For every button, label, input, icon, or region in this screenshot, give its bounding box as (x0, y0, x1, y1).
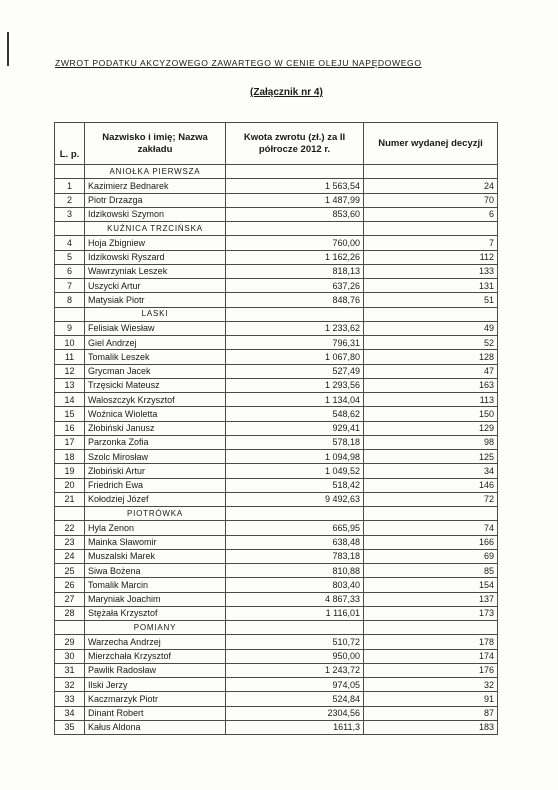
table-row (55, 678, 498, 692)
decision-cell: 125 (364, 450, 498, 464)
amount-cell: 783,18 (226, 549, 364, 563)
decision-cell: 133 (364, 264, 498, 278)
decision-cell: 69 (364, 549, 498, 563)
table-row (55, 464, 498, 478)
decision-cell: 24 (364, 179, 498, 193)
decision-cell: 34 (364, 464, 498, 478)
decision-cell: 52 (364, 336, 498, 350)
name-cell: Friedrich Ewa (85, 478, 226, 492)
decision-cell: 163 (364, 378, 498, 392)
decision-cell: 178 (364, 635, 498, 649)
decision-cell: 51 (364, 293, 498, 307)
name-cell: Idzikowski Ryszard (85, 250, 226, 264)
amount-cell: 1 094,98 (226, 450, 364, 464)
amount-cell: 578,18 (226, 435, 364, 449)
name-cell: Piotr Drzazga (85, 193, 226, 207)
lp-cell: 12 (55, 364, 85, 378)
group-name: LASKI (85, 307, 226, 321)
decision-cell: 137 (364, 592, 498, 606)
group-amount-cell (226, 165, 364, 179)
group-name: PIOTRÓWKA (85, 507, 226, 521)
name-cell: Hyla Zenon (85, 521, 226, 535)
table-body (55, 165, 498, 735)
group-lp-cell (55, 222, 85, 236)
group-lp-cell (55, 307, 85, 321)
group-decision-cell (364, 222, 498, 236)
amount-cell: 818,13 (226, 264, 364, 278)
amount-cell: 1 293,56 (226, 378, 364, 392)
amount-cell: 1 049,52 (226, 464, 364, 478)
table-row (55, 535, 498, 549)
table-row (55, 207, 498, 221)
amount-cell: 638,48 (226, 535, 364, 549)
amount-cell: 510,72 (226, 635, 364, 649)
amount-cell: 1 067,80 (226, 350, 364, 364)
amount-cell: 950,00 (226, 649, 364, 663)
decision-cell: 174 (364, 649, 498, 663)
table-row (55, 578, 498, 592)
lp-cell: 31 (55, 663, 85, 677)
decision-cell: 154 (364, 578, 498, 592)
table-row (55, 435, 498, 449)
decision-cell: 183 (364, 720, 498, 734)
name-cell: Szolc Mirosław (85, 450, 226, 464)
decision-cell: 146 (364, 478, 498, 492)
lp-cell: 19 (55, 464, 85, 478)
amount-cell: 929,41 (226, 421, 364, 435)
table-row (55, 450, 498, 464)
amount-cell: 974,05 (226, 678, 364, 692)
table-row (55, 236, 498, 250)
decision-cell: 85 (364, 564, 498, 578)
name-cell: Dinant Robert (85, 706, 226, 720)
name-cell: Tomalik Marcin (85, 578, 226, 592)
group-decision-cell (364, 507, 498, 521)
name-cell: Giel Andrzej (85, 336, 226, 350)
amount-cell: 1 487,99 (226, 193, 364, 207)
group-name: KUŹNICA TRZCIŃSKA (85, 222, 226, 236)
lp-cell: 30 (55, 649, 85, 663)
table-row (55, 250, 498, 264)
table-row (55, 393, 498, 407)
header-decision: Numer wydanej decyzji (364, 123, 498, 165)
table-row (55, 279, 498, 293)
lp-cell: 5 (55, 250, 85, 264)
decision-cell: 128 (364, 350, 498, 364)
decision-cell: 7 (364, 236, 498, 250)
lp-cell: 35 (55, 720, 85, 734)
lp-cell: 27 (55, 592, 85, 606)
group-row (55, 222, 498, 236)
name-cell: Warzecha Andrzej (85, 635, 226, 649)
lp-cell: 20 (55, 478, 85, 492)
table-row (55, 649, 498, 663)
table-row (55, 293, 498, 307)
decision-cell: 47 (364, 364, 498, 378)
amount-cell: 848,76 (226, 293, 364, 307)
lp-cell: 8 (55, 293, 85, 307)
name-cell: Kazimierz Bednarek (85, 179, 226, 193)
decision-cell: 72 (364, 492, 498, 506)
table-row (55, 592, 498, 606)
decision-cell: 98 (364, 435, 498, 449)
group-lp-cell (55, 165, 85, 179)
amount-cell: 1 116,01 (226, 606, 364, 620)
lp-cell: 28 (55, 606, 85, 620)
name-cell: Felisiak Wiesław (85, 321, 226, 335)
lp-cell: 22 (55, 521, 85, 535)
amount-cell: 637,26 (226, 279, 364, 293)
amount-cell: 1 233,62 (226, 321, 364, 335)
lp-cell: 24 (55, 549, 85, 563)
document-subtitle: (Załącznik nr 4) (250, 87, 323, 98)
lp-cell: 16 (55, 421, 85, 435)
lp-cell: 33 (55, 692, 85, 706)
table-row (55, 407, 498, 421)
amount-cell: 524,84 (226, 692, 364, 706)
amount-cell: 810,88 (226, 564, 364, 578)
amount-cell: 1 134,04 (226, 393, 364, 407)
decision-cell: 91 (364, 692, 498, 706)
table-row (55, 521, 498, 535)
amount-cell: 9 492,63 (226, 492, 364, 506)
name-cell: Wawrzyniak Leszek (85, 264, 226, 278)
table-row (55, 364, 498, 378)
lp-cell: 25 (55, 564, 85, 578)
lp-cell: 18 (55, 450, 85, 464)
lp-cell: 15 (55, 407, 85, 421)
table-row (55, 350, 498, 364)
amount-cell: 1611,3 (226, 720, 364, 734)
name-cell: Maryniak Joachim (85, 592, 226, 606)
lp-cell: 17 (55, 435, 85, 449)
amount-cell: 527,49 (226, 364, 364, 378)
lp-cell: 3 (55, 207, 85, 221)
table-row (55, 336, 498, 350)
table-row (55, 635, 498, 649)
decision-cell: 87 (364, 706, 498, 720)
name-cell: Grycman Jacek (85, 364, 226, 378)
lp-cell: 13 (55, 378, 85, 392)
table-row (55, 549, 498, 563)
header-amount: Kwota zwrotu (zł.) za II półrocze 2012 r. (226, 123, 364, 165)
lp-cell: 21 (55, 492, 85, 506)
name-cell: Parzonka Zofia (85, 435, 226, 449)
group-lp-cell (55, 621, 85, 635)
lp-cell: 4 (55, 236, 85, 250)
table-row (55, 492, 498, 506)
lp-cell: 29 (55, 635, 85, 649)
group-row (55, 507, 498, 521)
name-cell: Trzęsicki Mateusz (85, 378, 226, 392)
refund-table (54, 122, 498, 735)
table-row (55, 606, 498, 620)
group-row (55, 165, 498, 179)
amount-cell: 2304,56 (226, 706, 364, 720)
decision-cell: 113 (364, 393, 498, 407)
header-lp: L. p. (55, 123, 85, 165)
group-decision-cell (364, 307, 498, 321)
group-amount-cell (226, 222, 364, 236)
table-row (55, 692, 498, 706)
group-row (55, 621, 498, 635)
header-name: Nazwisko i imię; Nazwa zakładu (85, 123, 226, 165)
name-cell: Muszalski Marek (85, 549, 226, 563)
group-amount-cell (226, 307, 364, 321)
lp-cell: 10 (55, 336, 85, 350)
table-row (55, 264, 498, 278)
name-cell: Stężała Krzysztof (85, 606, 226, 620)
lp-cell: 9 (55, 321, 85, 335)
decision-cell: 49 (364, 321, 498, 335)
decision-cell: 150 (364, 407, 498, 421)
lp-cell: 6 (55, 264, 85, 278)
name-cell: Kałus Aldona (85, 720, 226, 734)
name-cell: Matysiak Piotr (85, 293, 226, 307)
name-cell: Złobiński Artur (85, 464, 226, 478)
table-row (55, 378, 498, 392)
lp-cell: 11 (55, 350, 85, 364)
group-decision-cell (364, 621, 498, 635)
table-row (55, 478, 498, 492)
amount-cell: 518,42 (226, 478, 364, 492)
table-row (55, 321, 498, 335)
name-cell: Ilski Jerzy (85, 678, 226, 692)
table-row (55, 193, 498, 207)
name-cell: Tomalik Leszek (85, 350, 226, 364)
table-row (55, 663, 498, 677)
amount-cell: 4 867,33 (226, 592, 364, 606)
decision-cell: 6 (364, 207, 498, 221)
decision-cell: 74 (364, 521, 498, 535)
amount-cell: 1 563,54 (226, 179, 364, 193)
group-lp-cell (55, 507, 85, 521)
name-cell: Mierzchała Krzysztof (85, 649, 226, 663)
table-header (55, 123, 498, 165)
lp-cell: 2 (55, 193, 85, 207)
document-title: ZWROT PODATKU AKCYZOWEGO ZAWARTEGO W CENIE OLEJU NAPĘDOWEGO (55, 58, 422, 68)
name-cell: Mainka Sławomir (85, 535, 226, 549)
table-row (55, 720, 498, 734)
amount-cell: 665,95 (226, 521, 364, 535)
decision-cell: 112 (364, 250, 498, 264)
amount-cell: 1 162,26 (226, 250, 364, 264)
lp-cell: 7 (55, 279, 85, 293)
name-cell: Uszycki Artur (85, 279, 226, 293)
name-cell: Hoja Zbigniew (85, 236, 226, 250)
amount-cell: 803,40 (226, 578, 364, 592)
decision-cell: 32 (364, 678, 498, 692)
lp-cell: 23 (55, 535, 85, 549)
table-row (55, 421, 498, 435)
name-cell: Waloszczyk Krzysztof (85, 393, 226, 407)
group-decision-cell (364, 165, 498, 179)
name-cell: Woźnica Wioletta (85, 407, 226, 421)
table-row (55, 706, 498, 720)
amount-cell: 1 243,72 (226, 663, 364, 677)
lp-cell: 34 (55, 706, 85, 720)
amount-cell: 548,62 (226, 407, 364, 421)
amount-cell: 796,31 (226, 336, 364, 350)
group-name: ANIOŁKA PIERWSZA (85, 165, 226, 179)
decision-cell: 129 (364, 421, 498, 435)
margin-mark (7, 32, 9, 66)
decision-cell: 166 (364, 535, 498, 549)
group-amount-cell (226, 507, 364, 521)
amount-cell: 853,60 (226, 207, 364, 221)
name-cell: Kołodziej Józef (85, 492, 226, 506)
group-name: POMIANY (85, 621, 226, 635)
name-cell: Pawlik Radosław (85, 663, 226, 677)
name-cell: Siwa Bożena (85, 564, 226, 578)
lp-cell: 14 (55, 393, 85, 407)
lp-cell: 1 (55, 179, 85, 193)
table-row (55, 564, 498, 578)
decision-cell: 70 (364, 193, 498, 207)
name-cell: Złobiński Janusz (85, 421, 226, 435)
lp-cell: 26 (55, 578, 85, 592)
name-cell: Idzikowski Szymon (85, 207, 226, 221)
amount-cell: 760,00 (226, 236, 364, 250)
decision-cell: 131 (364, 279, 498, 293)
decision-cell: 173 (364, 606, 498, 620)
group-amount-cell (226, 621, 364, 635)
group-row (55, 307, 498, 321)
lp-cell: 32 (55, 678, 85, 692)
name-cell: Kaczmarzyk Piotr (85, 692, 226, 706)
table-row (55, 179, 498, 193)
decision-cell: 176 (364, 663, 498, 677)
